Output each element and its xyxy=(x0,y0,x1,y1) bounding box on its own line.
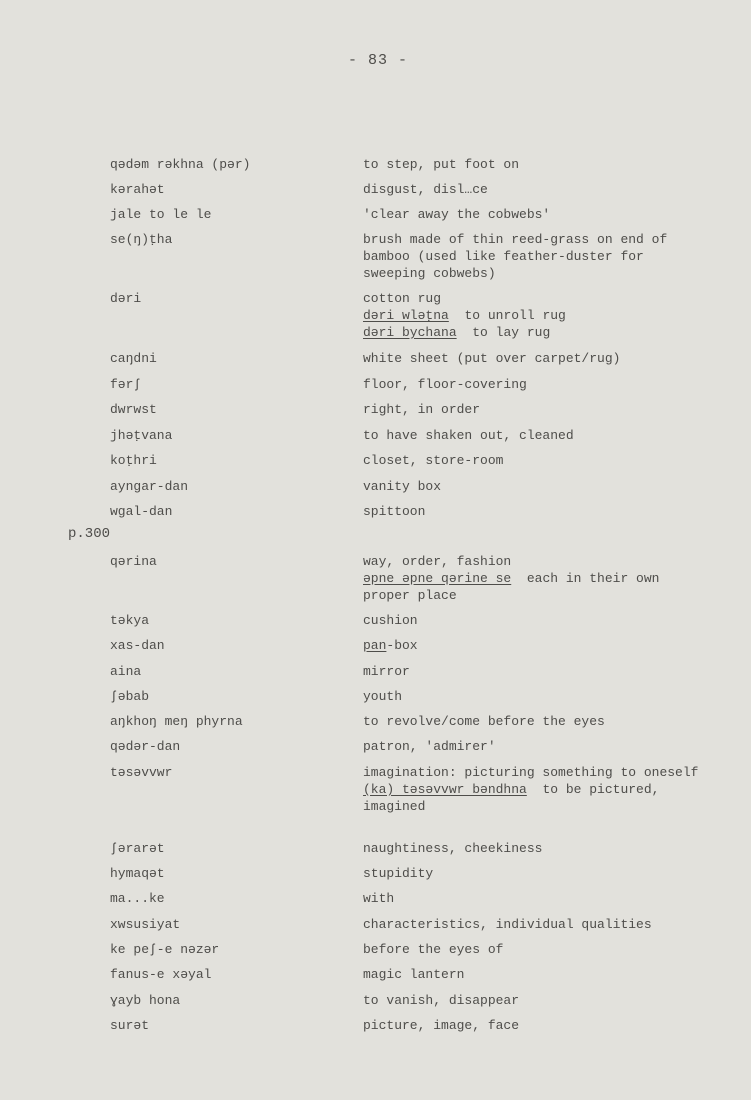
entry-gloss: magic lantern xyxy=(363,967,465,982)
entry-term: xwsusiyat xyxy=(110,917,181,932)
subphrase-text: (ka) təsəvvwr bəndhna xyxy=(363,782,527,797)
entry-term: surət xyxy=(110,1018,150,1033)
entry-subphrase xyxy=(363,570,703,604)
page-number: - 83 - xyxy=(348,52,409,69)
entry-term: fərʃ xyxy=(110,377,142,392)
entry-term: ma...ke xyxy=(110,891,165,906)
entry-gloss: to vanish, disappear xyxy=(363,993,520,1008)
entry-subphrase xyxy=(363,307,718,324)
entry-gloss: closet, store-room xyxy=(363,453,504,468)
entry-gloss: mirror xyxy=(363,664,410,679)
gloss-rest: -box xyxy=(386,638,418,653)
entry-gloss: right, in order xyxy=(363,402,481,417)
entry-gloss: naughtiness, cheekiness xyxy=(363,841,543,856)
entry-gloss: picture, image, face xyxy=(363,1018,520,1033)
subphrase-text: dəri wləṭna xyxy=(363,308,449,323)
entry-gloss: cushion xyxy=(363,613,418,628)
entry-gloss: spittoon xyxy=(363,504,426,519)
entry-gloss: white sheet (put over carpet/rug) xyxy=(363,351,621,366)
entry-subphrase xyxy=(363,781,703,815)
subphrase-text: dəri bychana xyxy=(363,325,457,340)
entry-term: dwrwst xyxy=(110,402,157,417)
entry-gloss: to revolve/come before the eyes xyxy=(363,714,605,729)
entry-term: ʃərarət xyxy=(110,841,165,856)
entry-gloss: disgust, disl…ce xyxy=(363,182,488,197)
entry-term: ʃəbab xyxy=(110,689,150,704)
entry-gloss: stupidity xyxy=(363,866,434,881)
entry-term: qədər-dan xyxy=(110,739,181,754)
entry-term: aŋkhoŋ meŋ phyrna xyxy=(110,714,243,729)
entry-gloss: vanity box xyxy=(363,479,442,494)
page-reference: p.300 xyxy=(68,526,111,542)
entry-gloss xyxy=(363,637,718,654)
entry-term: se(ŋ)ṭha xyxy=(110,232,173,247)
entry-term: təkya xyxy=(110,613,150,628)
entry-gloss: patron, 'admirer' xyxy=(363,739,496,754)
entry-gloss: youth xyxy=(363,689,403,704)
entry-subphrase xyxy=(363,324,718,341)
subphrase-meaning: to lay rug xyxy=(472,325,551,340)
entry-term: ayngar-dan xyxy=(110,479,189,494)
gloss-underlined: pan xyxy=(363,638,387,653)
entry-gloss: with xyxy=(363,891,395,906)
entry-gloss: cotton rug xyxy=(363,291,442,306)
entry-term: kərahət xyxy=(110,182,165,197)
entry-term: xas-dan xyxy=(110,638,165,653)
entry-term: wgal-dan xyxy=(110,504,173,519)
subphrase-text: əpne əpne qərine se xyxy=(363,571,512,586)
entry-term: ɣayb hona xyxy=(110,993,181,1008)
entry-gloss: characteristics, individual qualities xyxy=(363,917,652,932)
entry-term: aina xyxy=(110,664,142,679)
subphrase-meaning: each in their own proper place xyxy=(363,571,660,603)
entry-term: caŋdni xyxy=(110,351,157,366)
entry-term: dəri xyxy=(110,291,142,306)
entry-gloss: way, order, fashion xyxy=(363,554,512,569)
entry-gloss: to have shaken out, cleaned xyxy=(363,428,574,443)
entry-gloss: before the eyes of xyxy=(363,942,504,957)
entry-gloss: 'clear away the cobwebs' xyxy=(363,207,551,222)
entry-term: qədəm rəkhna (pər) xyxy=(110,157,251,172)
entry-term: hymaqət xyxy=(110,866,165,881)
entry-term: jale to le le xyxy=(110,207,212,222)
entry-term: jhəṭvana xyxy=(110,428,173,443)
entry-term: ke peʃ-e nəzər xyxy=(110,942,220,957)
subphrase-meaning: to be pictured, imagined xyxy=(363,782,660,814)
entry-gloss: to step, put foot on xyxy=(363,157,520,172)
entry-term: qərina xyxy=(110,554,157,569)
entry-gloss: floor, floor-covering xyxy=(363,377,527,392)
entry-gloss: brush made of thin reed-grass on end of bamboo (used like feather-duster for sweeping cobwebs) xyxy=(363,232,668,281)
entry-gloss: imagination: picturing something to oneself xyxy=(363,765,699,780)
subphrase-meaning: to unroll rug xyxy=(464,308,566,323)
entry-term: koṭhri xyxy=(110,453,157,468)
entry-term: təsəvvwr xyxy=(110,765,173,780)
entry-term: fanus-e xəyal xyxy=(110,967,212,982)
